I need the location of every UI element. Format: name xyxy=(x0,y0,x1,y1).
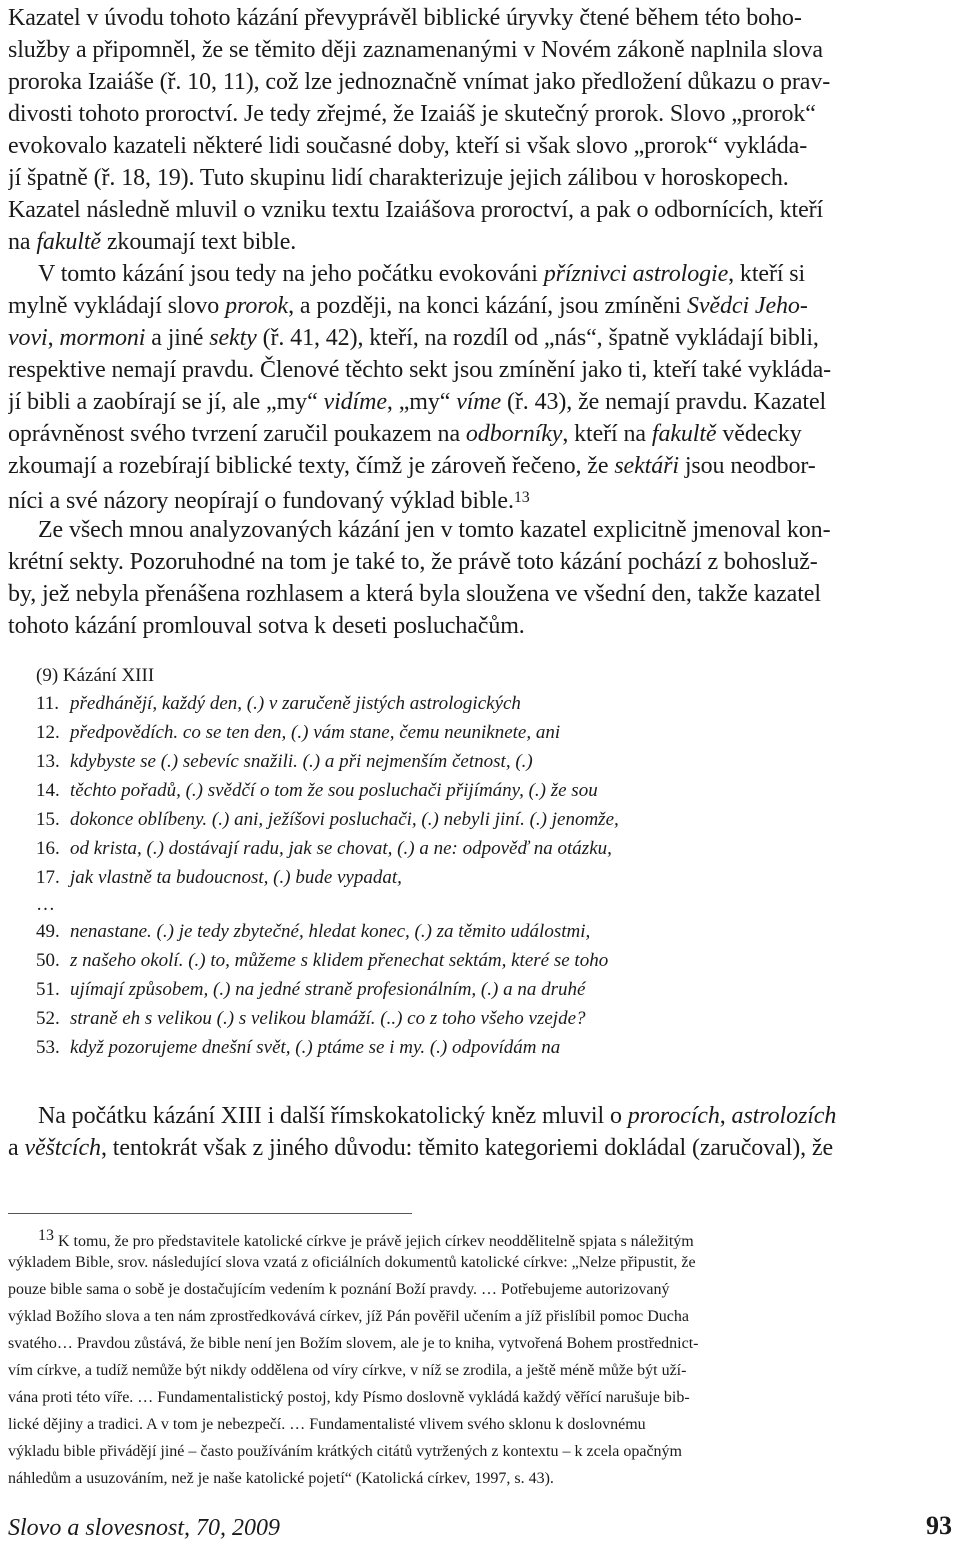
body-line: mylně vykládají slovo prorok, a později, na konci kázání, jsou zmíněni Svědci Jeho- xyxy=(8,293,808,319)
body-line: oprávněnost svého tvrzení zaručil poukazem na odborníky, kteří na fakultě vědecky xyxy=(8,421,802,447)
page-number: 93 xyxy=(926,1511,952,1540)
body-line: by, jež nebyla přenášena rozhlasem a která byla sloužena ve všední den, takže kazatel xyxy=(8,581,821,607)
journal-citation: Slovo a slovesnost, 70, 2009 xyxy=(8,1515,280,1541)
footnote-line: vána proti této víře. … Fundamentalistický postoj, kdy Písmo doslovně vykládá každý věřící narušuje bib- xyxy=(8,1389,690,1406)
example-ellipsis: … xyxy=(36,894,55,915)
example-title: (9) Kázání XIII xyxy=(36,665,155,686)
example-line: 12. předpovědích. co se ten den, (.) vám stane, čemu neuniknete, ani xyxy=(36,722,561,743)
body-line: jí bibli a zaobírají se jí, ale „my“ vidíme, „my“ víme (ř. 43), že nemají pravdu. Kazatel xyxy=(8,389,827,415)
body-line: Kazatel v úvodu tohoto kázání převyprávěl biblické úryvky čtené během této boho- xyxy=(8,5,802,31)
footnote-reference: 13 xyxy=(513,489,530,506)
footnote-line: lické dějiny a tradici. A v tom je nebezpečí. … Fundamentalisté vlivem svého sklonu k doslovnému xyxy=(8,1416,646,1433)
example-line: 16. od krista, (.) dostávají radu, jak se chovat, (.) a ne: odpověď na otázku, xyxy=(36,838,612,859)
footnote-line: výkladem Bible, srov. následující slova vzatá z oficiálních dokumentů katolické církve: „Nelze připustit, že xyxy=(8,1254,696,1271)
body-line: vovi, mormoni a jiné sekty (ř. 41, 42), kteří, na rozdíl od „nás“, špatně vykládají bibli, xyxy=(8,325,819,351)
body-line: V tomto kázání jsou tedy na jeho počátku evokováni příznivci astrologie, kteří si xyxy=(38,261,806,287)
footnote-line: výklad Božího slova a ten nám zprostředkovává církev, jíž Pán pověřil učením a jíž přislíbil pomoc Ducha xyxy=(8,1308,689,1325)
example-line: 11. předhánějí, každý den, (.) v zaručeně jistých astrologických xyxy=(36,693,521,714)
example-line: 53. když pozorujeme dnešní svět, (.) ptáme se i my. (.) odpovídám na xyxy=(36,1037,561,1058)
body-line: zkoumají a rozebírají biblické texty, čímž je zároveň řečeno, že sektáři jsou neodbor- xyxy=(8,453,816,479)
example-line: 17. jak vlastně ta budoucnost, (.) bude vypadat, xyxy=(36,867,402,888)
footnote-line: $^{13}$ K tomu, že pro představitele katolické církve je právě jejich církev neoddělitelně spjata s náležitým xyxy=(38,1227,694,1249)
body-line: Ze všech mnou analyzovaných kázání jen v tomto kazatel explicitně jmenoval kon- xyxy=(38,517,831,543)
footnote-line: pouze bible sama o sobě je dostačujícím vedením k poznání Boží pravdy. … Potřebujeme autorizovaný xyxy=(8,1281,670,1298)
example-line: 13. kdybyste se (.) sebevíc snažili. (.) a při nejmenším četnost, (.) xyxy=(36,751,533,772)
body-line: respektive nemají pravdu. Členové těchto sekt jsou zmínění jako ti, kteří také vykláda- xyxy=(8,357,832,383)
body-line: Kazatel následně mluvil o vzniku textu Izaiášova proroctví, a pak o odbornících, kteří xyxy=(8,197,824,223)
footnote-number: 13 xyxy=(38,1227,54,1244)
body-line: služby a připomněl, že se těmito ději zaznamenanými v Novém zákoně naplnila slova xyxy=(8,37,823,63)
body-line: evokovalo kazateli některé lidi současné doby, kteří si však slovo „prorok“ vykláda- xyxy=(8,133,808,159)
body-line: na fakultě zkoumají text bible. xyxy=(8,229,297,255)
example-line: 52. straně eh s velikou (.) s velikou blamáží. (..) co z toho všeho vzejde? xyxy=(36,1008,586,1029)
example-line: 49. nenastane. (.) je tedy zbytečné, hledat konec, (.) za těmito událostmi, xyxy=(36,921,591,942)
footnote-line: výkladu bible přivádějí jiné – často používáním krátkých citátů vytržených z kontextu – k zcela opačným xyxy=(8,1443,682,1460)
footnote-line: svatého… Pravdou zůstává, že bible není jen Božím slovem, ale je to kniha, vytvořená Bohem prostřednict- xyxy=(8,1335,699,1352)
body-line: Na počátku kázání XIII i další římskokatolický kněz mluvil o prorocích, astrolozích xyxy=(38,1103,837,1129)
body-line: tohoto kázání promlouval sotva k deseti posluchačům. xyxy=(8,613,525,639)
example-line: 14. těchto pořadů, (.) svědčí o tom že sou posluchači přijímány, (.) že sou xyxy=(36,780,598,801)
body-line: níci a své názory neopírají o fundovaný výklad bible.$^{13}$ xyxy=(8,488,530,514)
body-line: jí špatně (ř. 18, 19). Tuto skupinu lidí charakterizuje jejich zálibou v horoskopech. xyxy=(8,165,789,191)
example-line: 15. dokonce oblíbeny. (.) ani, ježíšovi posluchači, (.) nebyli jiní. (.) jenomže, xyxy=(36,809,619,830)
body-line: divosti tohoto proroctví. Je tedy zřejmé, že Izaiáš je skutečný prorok. Slovo „prorok“ xyxy=(8,101,816,127)
example-line: 50. z našeho okolí. (.) to, můžeme s klidem přenechat sektám, které se toho xyxy=(36,950,609,971)
example-line: 51. ujímají způsobem, (.) na jedné straně profesionálním, (.) a na druhé xyxy=(36,979,586,1000)
footnote-line: vím církve, a tudíž nemůže být nikdy oddělena od víry církve, v níž se zrodila, a ještě méně může být uží- xyxy=(8,1362,687,1379)
footnote-line: náhledům a usuzováním, než je naše katolické pojetí“ (Katolická církev, 1997, s. 43). xyxy=(8,1470,554,1487)
body-line: proroka Izaiáše (ř. 10, 11), což lze jednoznačně vnímat jako předložení důkazu o prav- xyxy=(8,69,831,95)
body-line: a věštcích, tentokrát však z jiného důvodu: těmito kategoriemi dokládal (zaručoval), že xyxy=(8,1135,833,1161)
footnote-rule xyxy=(8,1213,412,1214)
body-line: krétní sekty. Pozoruhodné na tom je také to, že právě toto kázání pochází z bohosluž- xyxy=(8,549,818,575)
